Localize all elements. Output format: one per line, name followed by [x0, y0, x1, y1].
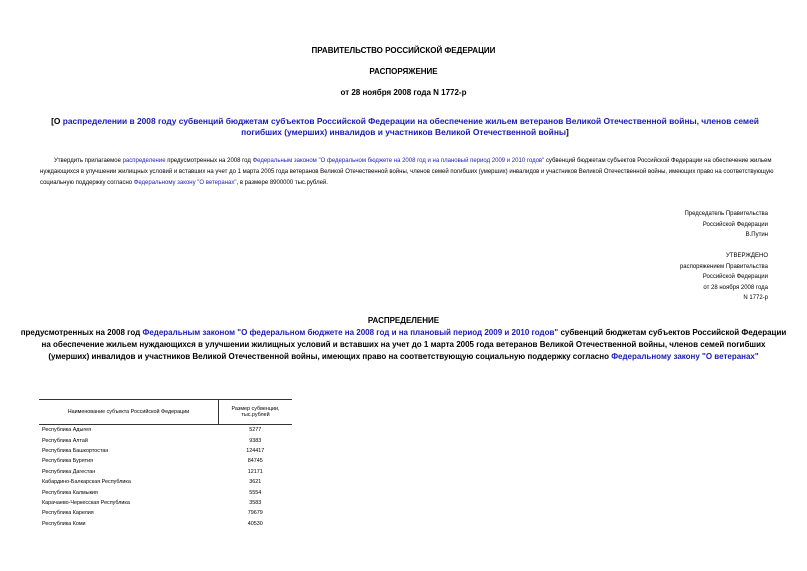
order-text-2: предусмотренных на 2008 год	[165, 158, 253, 164]
approval-line-4: от 28 ноября 2008 года	[703, 284, 768, 291]
approval-line-3: Российской Федерации	[702, 274, 768, 280]
approval-line-5: N 1772-р	[743, 295, 768, 301]
order-text-1: Утвердить прилагаемое	[54, 158, 123, 164]
region-name-cell: Республика Алтай	[42, 437, 88, 444]
subvention-amount-cell: 40530	[247, 520, 263, 527]
subvention-amount-cell: 5277	[249, 427, 262, 434]
order-text-4: , в размере 8900000 тыс.рублей.	[236, 180, 328, 186]
subject-close-bracket: ]	[566, 127, 569, 137]
table-row	[39, 425, 292, 436]
table-row	[39, 467, 292, 477]
region-name-cell: Республика Дагестан	[42, 468, 96, 475]
table-row	[39, 435, 292, 445]
distribution-text-1: предусмотренных на 2008 год	[20, 328, 143, 337]
column-header-amount	[219, 400, 293, 425]
table-header-row	[39, 400, 292, 425]
subvention-amount-cell: 124417	[246, 447, 265, 454]
region-name-cell: Кабардино-Балкарская Республика	[42, 479, 131, 486]
distribution-text-2: субвенций бюджетам субъектов Российской Федерации на обеспечение жильем нуждающихся в улучшении жилищных условий и вставших на учет до 1 марта 2005 года ветеранов Великой Отечественной войны, членов семей погибших (умерших) инвалидов и участников Великой Отечественной войны, имеющих право на соответствующую социальную поддержку согласно	[41, 328, 787, 361]
approval-line-2: распоряжением Правительства	[679, 263, 768, 270]
subventions-table	[39, 399, 292, 529]
table-row	[39, 446, 292, 456]
subvention-amount-cell: 84745	[247, 458, 263, 465]
table-row	[39, 456, 292, 466]
order-paragraph	[40, 156, 780, 189]
distribution-veterans-law-link[interactable]: Федеральному закону "О ветеранах"	[611, 352, 759, 361]
subvention-amount-cell: 3621	[249, 479, 262, 486]
table-row	[39, 498, 292, 508]
region-name-cell: Республика Калмыкия	[42, 489, 98, 496]
subject-link[interactable]: распределении в 2008 году субвенций бюджетам субъектов Российской Федерации на обеспечение жильем ветеранов Великой Отечественной войны, членов семей погибших (умерших) инвалидов и участников Великой Отечественной войны	[62, 116, 759, 137]
approval-line-1: УТВЕРЖДЕНО	[725, 253, 768, 259]
subvention-amount-cell: 79679	[247, 510, 263, 517]
document-date-number: от 28 ноября 2008 года N 1772-р	[340, 88, 467, 97]
budget-law-link[interactable]: Федеральным законом "О федеральном бюджете на 2008 год и на плановый период 2009 и 2010 годов"	[252, 158, 545, 164]
order-text-3: субвенций бюджетам субъектов Российской Федерации на обеспечение жильем нуждающихся в улучшении жилищных условий и вставших на учет до 1 марта 2005 года ветеранов Великой Отечественной войны, членов семей погибших (умерших) инвалидов и участников Великой Отечественной войны, имеющих право на соответствующую социальную поддержку согласно	[40, 158, 774, 186]
table-row	[39, 519, 292, 529]
signature-line-1: Председатель Правительства	[684, 211, 768, 217]
document-subject	[30, 116, 780, 138]
subject-open-bracket: [О	[51, 116, 63, 126]
subvention-amount-cell: 5554	[249, 489, 262, 496]
region-name-cell: Республика Бурятия	[42, 458, 94, 465]
column-header-subject: Наименование субъекта Российской Федерации	[39, 400, 219, 425]
approval-block	[680, 251, 768, 304]
table-row	[39, 477, 292, 487]
region-name-cell: Республика Карелия	[42, 510, 94, 517]
table-body	[39, 425, 292, 529]
subvention-amount-cell: 3583	[249, 499, 262, 506]
region-name-cell: Республика Адыгея	[42, 427, 92, 434]
veterans-law-link[interactable]: Федеральному закону "О ветеранах"	[133, 180, 237, 186]
distribution-budget-law-link[interactable]: Федеральным законом "О федеральном бюджете на 2008 год и на плановый период 2009 и 2010 годов"	[142, 328, 559, 337]
column-header-amount-line-1: Размер субвенции,	[231, 406, 280, 412]
signature-name: В.Путин	[745, 232, 768, 238]
region-name-cell: Республика Коми	[42, 520, 86, 527]
region-name-cell: Карачаево-Черкесская Республика	[42, 499, 130, 506]
column-header-amount-line-2: тыс.рублей	[241, 412, 270, 418]
region-name-cell: Республика Башкортостан	[42, 447, 109, 454]
distribution-heading	[20, 315, 787, 363]
signature-line-2: Российской Федерации	[702, 221, 768, 228]
table-row	[39, 487, 292, 497]
government-heading: ПРАВИТЕЛЬСТВО РОССИЙСКОЙ ФЕДЕРАЦИИ	[311, 46, 496, 55]
table-row	[39, 508, 292, 518]
subvention-amount-cell: 12171	[247, 468, 263, 475]
document-type: РАСПОРЯЖЕНИЕ	[369, 67, 438, 76]
signature-block	[684, 209, 768, 241]
subvention-amount-cell: 9383	[249, 437, 262, 444]
distribution-link[interactable]: распределение	[122, 158, 166, 164]
distribution-title: РАСПРЕДЕЛЕНИЕ	[367, 316, 440, 325]
